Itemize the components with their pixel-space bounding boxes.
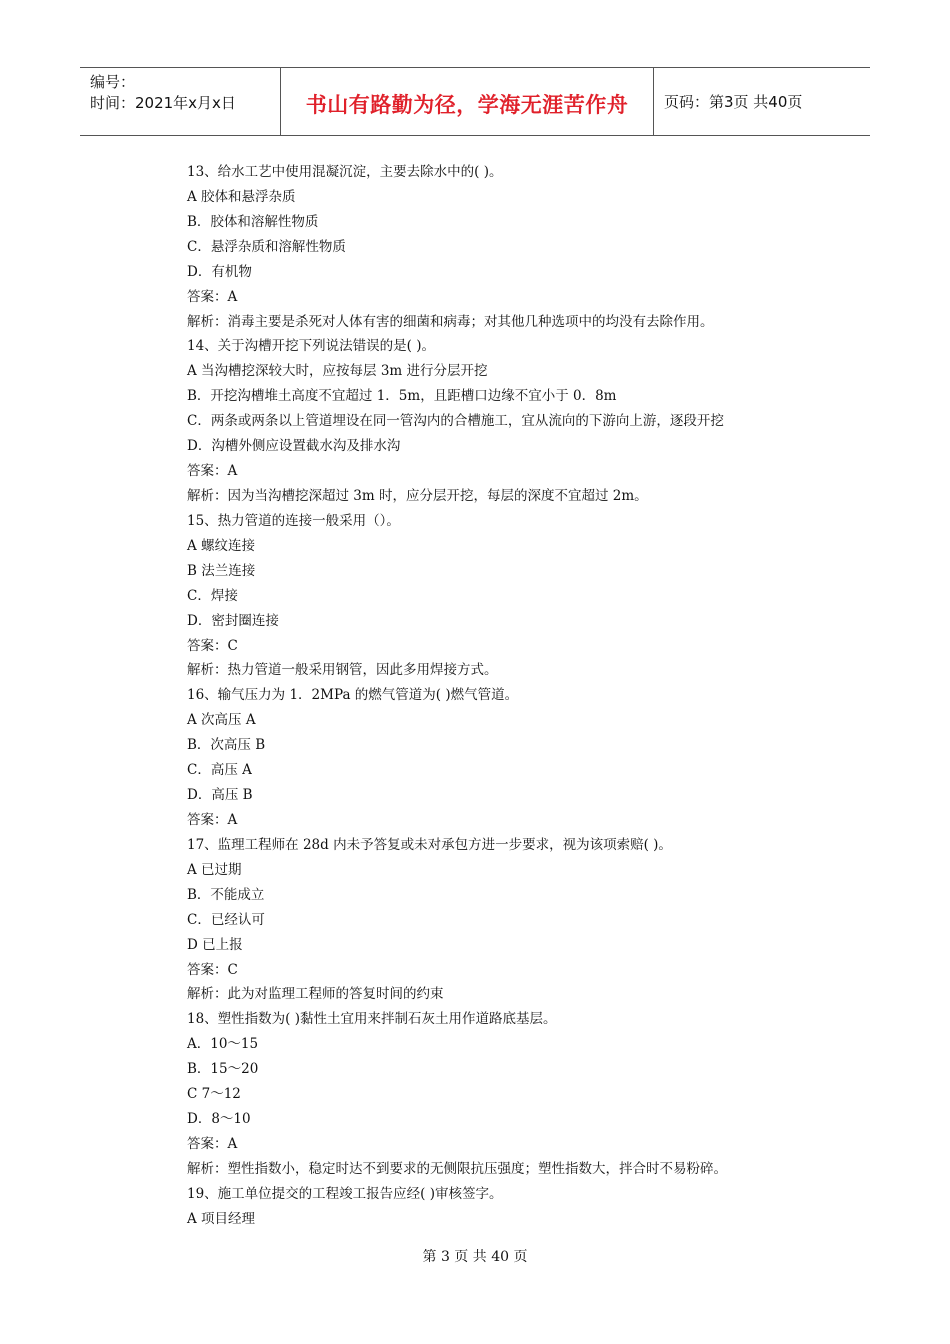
text-line: B．胶体和溶解性物质 (187, 213, 319, 230)
text-line: C．两条或两条以上管道埋设在同一管沟内的合槽施工，宜从流向的下游向上游，逐段开挖 (187, 413, 724, 430)
text-line: A 次高压 A (187, 712, 256, 729)
text-line: C．高压 A (187, 762, 252, 779)
text-line: B 法兰连接 (187, 562, 256, 579)
text-line: 解析：热力管道一般采用钢管，因此多用焊接方式。 (187, 662, 498, 679)
text-line: 答案：A (187, 463, 238, 480)
text-line: 13、给水工艺中使用混凝沉淀，主要去除水中的( )。 (187, 164, 503, 180)
text-line: A 已过期 (187, 861, 242, 878)
page-footer: 第 3 页 共 40 页 (422, 1249, 528, 1265)
text-line: A 项目经理 (187, 1210, 256, 1227)
document-date: 时间：2021年x月x日 (90, 94, 236, 112)
header-page-info: 页码：第3页 共40页 (664, 93, 803, 111)
text-line: 答案：A (187, 288, 238, 305)
text-line: 答案：A (187, 811, 238, 828)
text-line: A 螺纹连接 (187, 537, 256, 554)
text-line: 15、热力管道的连接一般采用（）。 (187, 512, 400, 529)
text-line: 答案：A (187, 1135, 238, 1152)
header-meta (80, 68, 281, 135)
text-line: B．开挖沟槽堆土高度不宜超过 1．5m，且距槽口边缘不宜小于 0．8m (187, 388, 617, 405)
text-line: D．有机物 (187, 263, 252, 280)
text-line: D．沟槽外侧应设置截水沟及排水沟 (187, 438, 401, 455)
text-line: A．10～15 (187, 1036, 259, 1053)
text-line: B．次高压 B (187, 737, 266, 754)
text-line: B．15～20 (187, 1061, 259, 1078)
document-number-label: 编号： (90, 73, 136, 91)
text-line: D．密封圈连接 (187, 612, 279, 629)
page-header (80, 67, 870, 136)
text-line: 16、输气压力为 1．2MPa 的燃气管道为( )燃气管道。 (187, 687, 519, 704)
text-line: C．焊接 (187, 587, 238, 604)
text-line: 解析：因为当沟槽挖深超过 3m 时，应分层开挖，每层的深度不宜超过 2m。 (187, 487, 648, 504)
text-line: 14、关于沟槽开挖下列说法错误的是( )。 (187, 338, 436, 355)
document-body (187, 160, 847, 1232)
text-line: A 当沟槽挖深较大时，应按每层 3m 进行分层开挖 (187, 363, 488, 380)
text-line: 19、施工单位提交的工程竣工报告应经( )审核签字。 (187, 1185, 503, 1202)
text-line: 18、塑性指数为( )黏性土宜用来拌制石灰土用作道路底基层。 (187, 1011, 557, 1028)
text-line: 答案：C (187, 961, 238, 978)
header-motto: 书山有路勤为径，学海无涯苦作舟 (281, 68, 654, 135)
text-line: D．8～10 (187, 1111, 251, 1128)
text-line: 解析：塑性指数小，稳定时达不到要求的无侧限抗压强度；塑性指数大，拌合时不易粉碎。 (187, 1160, 727, 1177)
text-line: B．不能成立 (187, 886, 265, 903)
text-line: D．高压 B (187, 787, 253, 804)
text-line: 解析：此为对监理工程师的答复时间的约束 (187, 986, 444, 1003)
text-line: C 7～12 (187, 1086, 241, 1103)
text-line: 答案：C (187, 637, 238, 654)
text-line: A 胶体和悬浮杂质 (187, 188, 296, 205)
text-line: D 已上报 (187, 936, 243, 953)
text-line: C．悬浮杂质和溶解性物质 (187, 238, 346, 255)
text-line: 17、监理工程师在 28d 内未予答复或未对承包方进一步要求，视为该项索赔( )。 (187, 836, 672, 853)
text-line: C．已经认可 (187, 911, 265, 928)
text-line: 解析：消毒主要是杀死对人体有害的细菌和病毒；对其他几种选项中的均没有去除作用。 (187, 313, 714, 330)
